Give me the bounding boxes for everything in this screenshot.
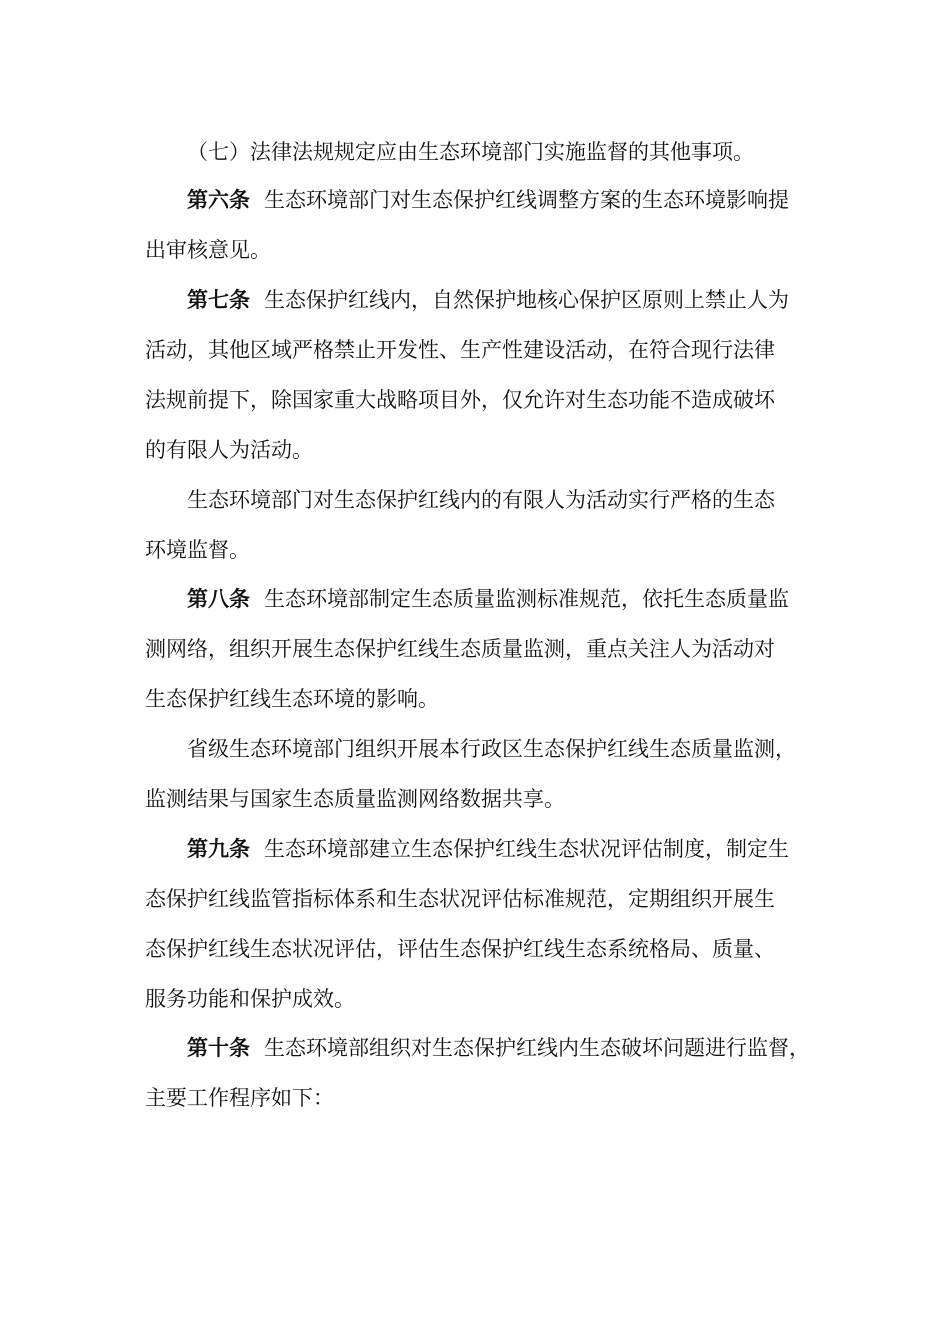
article-7-line-1 — [187, 285, 789, 315]
article-text: 生态环境部制定生态质量监测标准规范，依托生态质量监 — [264, 587, 789, 611]
article-8-line-1 — [187, 584, 789, 614]
article-7-line-2 — [145, 335, 775, 365]
article-text: 活动，其他区域严格禁止开发性、生产性建设活动，在符合现行法律 — [145, 338, 775, 362]
article-text: 监测结果与国家生态质量监测网络数据共享。 — [145, 787, 565, 811]
article-8-line-2 — [145, 634, 775, 664]
article-9-line-1 — [187, 834, 789, 864]
article-text: 生态环境部门对生态保护红线内的有限人为活动实行严格的生态 — [187, 488, 775, 512]
article-text: 测网络，组织开展生态保护红线生态质量监测，重点关注人为活动对 — [145, 637, 775, 661]
paragraph-text: （七）法律法规规定应由生态环境部门实施监督的其他事项。 — [187, 140, 754, 164]
article-9-line-4 — [145, 984, 355, 1014]
article-text: 态保护红线生态状况评估，评估生态保护红线生态系统格局、质量、 — [145, 937, 775, 961]
article-text: 生态环境部门对生态保护红线调整方案的生态环境影响提 — [264, 188, 789, 212]
article-text: 生态保护红线生态环境的影响。 — [145, 687, 439, 711]
article-9-label: 第九条 — [187, 837, 250, 861]
article-6-line-2 — [145, 235, 271, 265]
article-7-line-4 — [145, 435, 313, 465]
article-text: 生态保护红线内，自然保护地核心保护区原则上禁止人为 — [264, 288, 789, 312]
article-text: 省级生态环境部门组织开展本行政区生态保护红线生态质量监测， — [187, 737, 796, 761]
article-7-line-3 — [145, 385, 775, 415]
article-8-label: 第八条 — [187, 587, 250, 611]
article-text: 的有限人为活动。 — [145, 438, 313, 462]
article-text: 生态环境部组织对生态保护红线内生态破坏问题进行监督， — [264, 1036, 810, 1060]
article-7b-line-2 — [145, 535, 250, 565]
article-text: 法规前提下，除国家重大战略项目外，仅允许对生态功能不造成破坏 — [145, 388, 775, 412]
article-6-line-1 — [187, 185, 789, 215]
article-7b-line-1 — [187, 485, 775, 515]
article-6-label: 第六条 — [187, 188, 250, 212]
article-7-label: 第七条 — [187, 288, 250, 312]
article-9-line-2 — [145, 884, 775, 914]
paragraph-item-7 — [187, 137, 754, 167]
article-8b-line-1 — [187, 734, 796, 764]
article-text: 出审核意见。 — [145, 238, 271, 262]
article-text: 环境监督。 — [145, 538, 250, 562]
article-10-label: 第十条 — [187, 1036, 250, 1060]
article-10-line-1 — [187, 1033, 810, 1063]
article-text: 服务功能和保护成效。 — [145, 987, 355, 1011]
article-text: 态保护红线监管指标体系和生态状况评估标准规范，定期组织开展生 — [145, 887, 775, 911]
article-9-line-3 — [145, 934, 775, 964]
article-10-line-2 — [145, 1083, 334, 1113]
article-8b-line-2 — [145, 784, 565, 814]
article-8-line-3 — [145, 684, 439, 714]
article-text: 生态环境部建立生态保护红线生态状况评估制度，制定生 — [264, 837, 789, 861]
article-text: 主要工作程序如下： — [145, 1086, 334, 1110]
